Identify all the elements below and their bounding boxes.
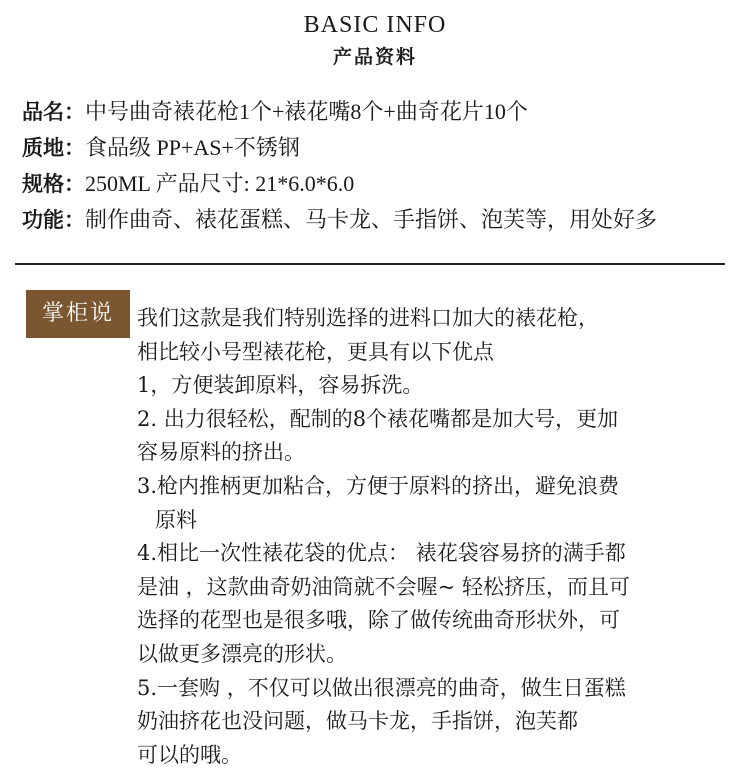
info-row-function	[22, 202, 742, 238]
description-line: 5.一套购 ，不仅可以做出很漂亮的曲奇，做生日蛋糕	[137, 675, 626, 700]
info-row-spec	[22, 166, 742, 202]
description-line: 我们这款是我们特别选择的进料口加大的裱花枪，	[137, 306, 599, 330]
description-line: 1，方便装卸原料，容易拆洗。	[137, 373, 424, 398]
header-title-cn: 产品资料	[332, 46, 417, 68]
info-value: 250ML 产品尺寸: 21*6.0*6.0	[85, 171, 355, 196]
description-line: 2. 出力很轻松，配制的8个裱花嘴都是加大号，更加	[137, 406, 619, 431]
description-line: 4.相比一次性裱花袋的优点： 裱花袋容易挤的满手都	[137, 541, 626, 566]
info-value: 制作曲奇、裱花蛋糕、马卡龙、手指饼、泡芙等，用处好多	[85, 207, 658, 232]
description-line: 3.枪内推柄更加粘合，方便于原料的挤出，避免浪费	[137, 473, 620, 498]
info-value: 中号曲奇裱花枪1个+裱花嘴8个+曲奇花片10个	[85, 99, 528, 124]
description-line: 可以的哦。	[137, 742, 242, 767]
header-title-en: BASIC INFO	[303, 12, 447, 38]
description-line: 原料	[155, 507, 197, 532]
info-row-material	[22, 130, 742, 166]
divider	[15, 263, 725, 265]
description-line: 相比较小号型裱花枪，更具有以下优点	[137, 339, 494, 364]
product-info	[22, 94, 742, 238]
shopkeeper-says-badge: 掌柜说	[26, 290, 130, 338]
description-line: 选择的花型也是很多哦，除了做传统曲奇形状外，可	[137, 608, 620, 633]
description-line: 以做更多漂亮的形状。	[137, 641, 347, 666]
info-value: 食品级 PP+AS+不锈钢	[85, 135, 300, 160]
info-label: 功能：	[22, 207, 85, 232]
description	[137, 302, 743, 772]
description-line: 是油 ，这款曲奇奶油筒就不会喔~ 轻松挤压，而且可	[137, 574, 630, 599]
info-label: 质地：	[22, 135, 85, 160]
info-label: 品名：	[22, 99, 85, 124]
description-line: 奶油挤花也没问题，做马卡龙，手指饼，泡芙都	[137, 709, 578, 734]
description-line: 容易原料的挤出。	[137, 440, 305, 465]
info-row-name	[22, 94, 742, 130]
info-label: 规格：	[22, 171, 85, 196]
